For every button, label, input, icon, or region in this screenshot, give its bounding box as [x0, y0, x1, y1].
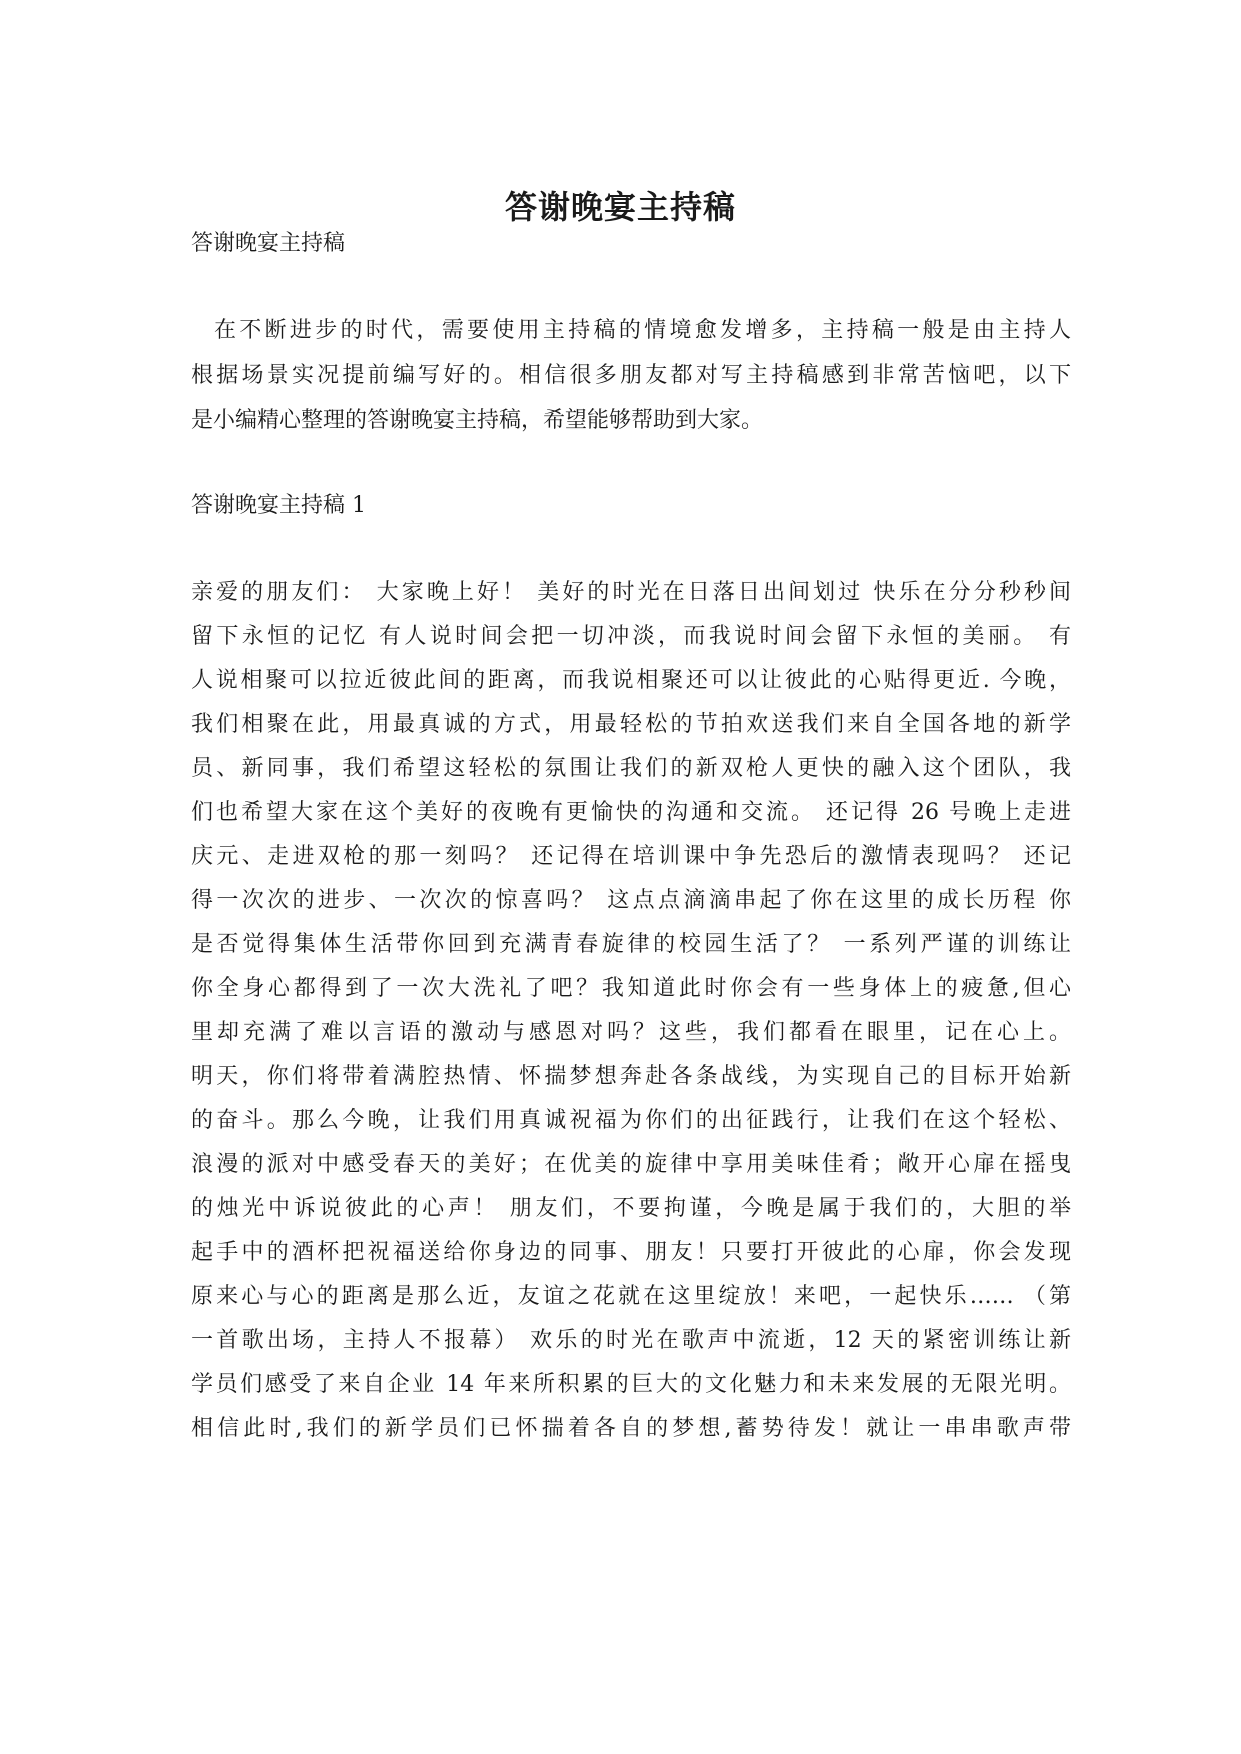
body-line: 人说相聚可以拉近彼此间的距离，而我说相聚还可以让彼此的心贴得更近. 今晚， [191, 668, 1071, 693]
body-line: 留下永恒的记忆 有人说时间会把一切冲淡，而我说时间会留下永恒的美丽。 有 [191, 624, 1071, 649]
body-line: 亲爱的朋友们： 大家晚上好！ 美好的时光在日落日出间划过 快乐在分分秒秒间 [191, 580, 1071, 605]
body-line: 学员们感受了来自企业 14 年来所积累的巨大的文化魅力和未来发展的无限光明。 [191, 1372, 1071, 1397]
intro-line: 根据场景实况提前编写好的。相信很多朋友都对写主持稿感到非常苦恼吧，以下 [191, 363, 1071, 388]
body-line: 浪漫的派对中感受春天的美好；在优美的旋律中享用美味佳肴；敞开心扉在摇曳 [191, 1152, 1071, 1177]
body-line: 一首歌出场，主持人不报幕） 欢乐的时光在歌声中流逝，12 天的紧密训练让新 [191, 1328, 1071, 1353]
body-line: 庆元、走进双枪的那一刻吗？ 还记得在培训课中争先恐后的激情表现吗？ 还记 [191, 844, 1071, 869]
body-line: 原来心与心的距离是那么近，友谊之花就在这里绽放！来吧，一起快乐…… （第 [191, 1284, 1071, 1309]
document-subtitle: 答谢晚宴主持稿 [191, 231, 346, 256]
body-line: 的奋斗。那么今晚，让我们用真诚祝福为你们的出征践行，让我们在这个轻松、 [191, 1108, 1071, 1133]
body-line: 相信此时,我们的新学员们已怀揣着各自的梦想,蓄势待发！就让一串串歌声带 [191, 1416, 1071, 1441]
body-line: 起手中的酒杯把祝福送给你身边的同事、朋友！只要打开彼此的心扉，你会发现 [191, 1240, 1071, 1265]
document-title: 答谢晚宴主持稿 [504, 188, 736, 226]
body-line: 们也希望大家在这个美好的夜晚有更愉快的沟通和交流。 还记得 26 号晚上走进 [191, 800, 1071, 825]
body-line: 员、新同事，我们希望这轻松的氛围让我们的新双枪人更快的融入这个团队，我 [191, 756, 1071, 781]
intro-line: 在不断进步的时代，需要使用主持稿的情境愈发增多，主持稿一般是由主持人 [214, 318, 1071, 343]
body-line: 我们相聚在此，用最真诚的方式，用最轻松的节拍欢送我们来自全国各地的新学 [191, 712, 1071, 737]
section-heading: 答谢晚宴主持稿 1 [191, 493, 366, 518]
body-line: 明天，你们将带着满腔热情、怀揣梦想奔赴各条战线，为实现自己的目标开始新 [191, 1064, 1071, 1089]
body-line: 是否觉得集体生活带你回到充满青春旋律的校园生活了？ 一系列严谨的训练让 [191, 932, 1071, 957]
intro-line: 是小编精心整理的答谢晚宴主持稿，希望能够帮助到大家。 [191, 408, 764, 433]
body-line: 得一次次的进步、一次次的惊喜吗？ 这点点滴滴串起了你在这里的成长历程 你 [191, 888, 1071, 913]
body-line: 的烛光中诉说彼此的心声！ 朋友们，不要拘谨，今晚是属于我们的，大胆的举 [191, 1196, 1071, 1221]
body-line: 你全身心都得到了一次大洗礼了吧？我知道此时你会有一些身体上的疲惫,但心 [191, 976, 1071, 1001]
body-line: 里却充满了难以言语的激动与感恩对吗？这些，我们都看在眼里，记在心上。 [191, 1020, 1071, 1045]
